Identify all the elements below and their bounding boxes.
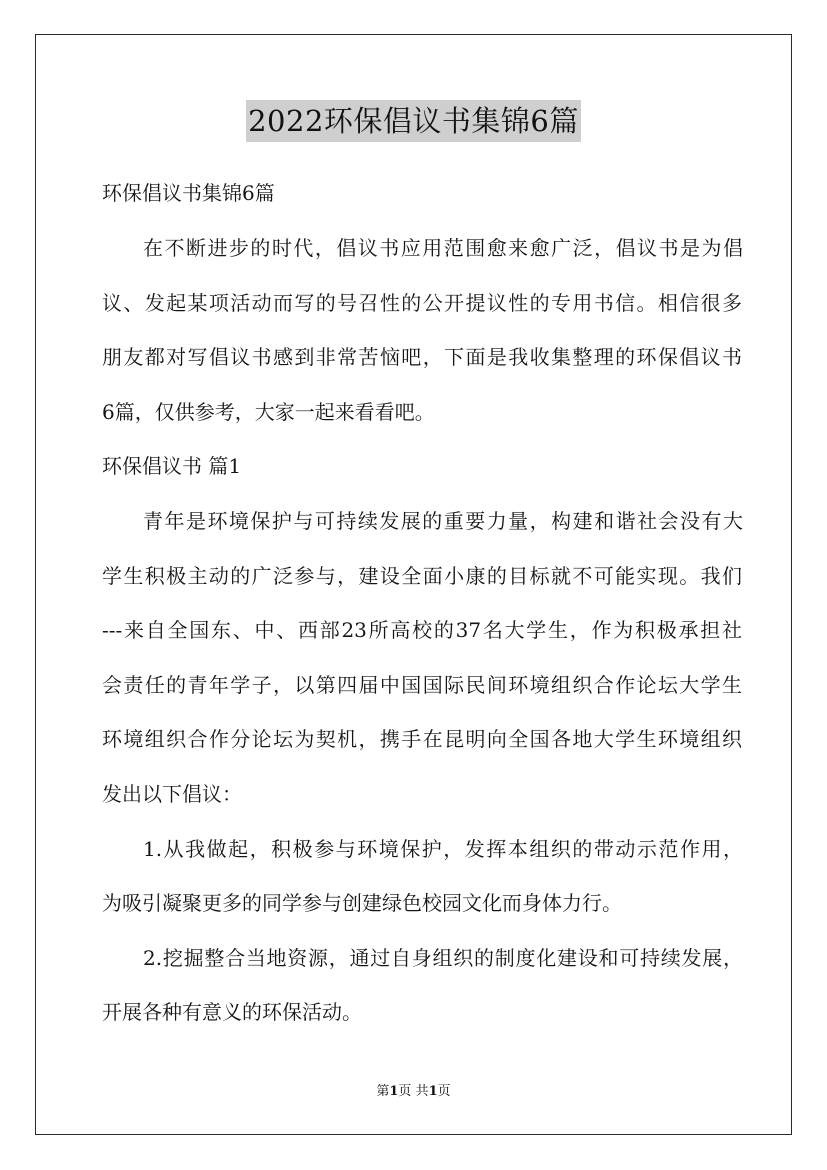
title-container	[0, 100, 827, 142]
section-p3-line-1: 2.挖掘整合当地资源，通过自身组织的制度化建设和可持续发展，	[143, 946, 743, 970]
intro-line-4: 6篇，仅供参考，大家一起来看看吧。	[102, 400, 435, 424]
section-p1-line-6: 发出以下倡议：	[102, 782, 242, 806]
section-p3-line-2: 开展各种有意义的环保活动。	[102, 1000, 362, 1024]
section-heading: 环保倡议书 篇1	[102, 454, 242, 478]
section-p2-line-1: 1.从我做起，积极参与环境保护，发挥本组织的带动示范作用，	[143, 837, 743, 861]
intro-line-3: 朋友都对写倡议书感到非常苦恼吧，下面是我收集整理的环保倡议书	[102, 345, 742, 369]
footer-prefix: 第	[376, 1084, 390, 1099]
intro-line-2: 议、发起某项活动而写的号召性的公开提议性的专用书信。相信很多	[102, 291, 742, 315]
footer-suffix: 页	[437, 1084, 451, 1099]
section-p1-line-3: ---来自全国东、中、西部23所高校的37名大学生，作为积极承担社	[102, 618, 742, 642]
footer-total-pages: 1	[428, 1084, 438, 1099]
section-p2-line-2: 为吸引凝聚更多的同学参与创建绿色校园文化而身体力行。	[102, 891, 622, 915]
footer-page-number: 1	[389, 1084, 399, 1099]
section-p1-line-2: 学生积极主动的广泛参与，建设全面小康的目标就不可能实现。我们	[102, 564, 742, 588]
document-title: 2022环保倡议书集锦6篇	[246, 100, 581, 142]
document-subtitle: 环保倡议书集锦6篇	[102, 181, 275, 205]
page-footer	[0, 1084, 827, 1100]
intro-line-1: 在不断进步的时代，倡议书应用范围愈来愈广泛，倡议书是为倡	[143, 236, 743, 260]
section-p1-line-1: 青年是环境保护与可持续发展的重要力量，构建和谐社会没有大	[143, 509, 743, 533]
section-p1-line-4: 会责任的青年学子，以第四届中国国际民间环境组织合作论坛大学生	[102, 673, 742, 697]
footer-middle: 页 共	[398, 1084, 429, 1099]
section-p1-line-5: 环境组织合作分论坛为契机，携手在昆明向全国各地大学生环境组织	[102, 727, 742, 751]
